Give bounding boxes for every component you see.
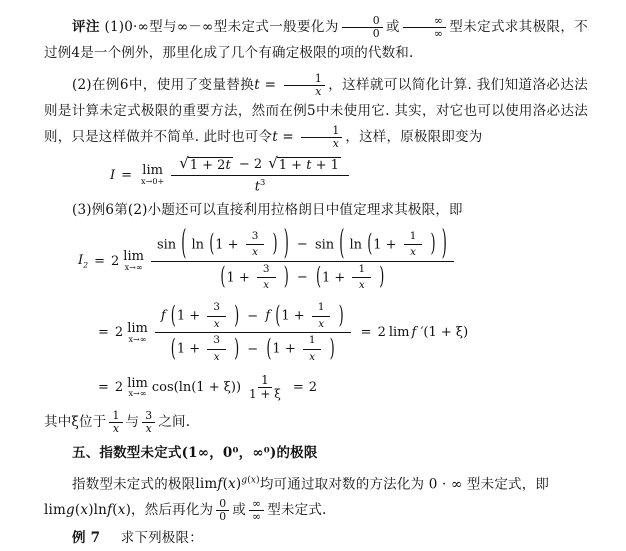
eq2-coefficient: 2 xyxy=(111,253,120,269)
eq2l3-fraction: $\frac{1}{1 + \xi}$ xyxy=(249,372,281,402)
note-label: 评注 xyxy=(72,19,100,35)
eq2l2-tail-arg: (1 + ξ) xyxy=(423,325,469,341)
example-text: 求下列极限： xyxy=(120,530,203,547)
frac-0-over-0-b: $\frac{0}{0}$ xyxy=(216,498,229,523)
eq2l2-coefficient: 2 xyxy=(114,325,124,341)
frac-inf-over-inf: $\frac{\infty}{\infty}$ xyxy=(403,15,446,40)
eq2l3-equals: = xyxy=(98,380,109,396)
eq1-limit: lim x→0+ xyxy=(141,163,165,186)
equation-2-line-2 xyxy=(98,302,626,364)
eq2l2-tail-equals: = xyxy=(360,325,372,341)
eq2l2-tail-f: f ′ xyxy=(411,325,424,341)
eq2-equals: = xyxy=(94,253,106,269)
eq2-lhs: $I_2$ xyxy=(78,253,89,270)
eq2-numerator: sin ( ln (1 + $\frac{3}{x}$ ) ) − sin ( ln (1 + $\frac{1}{x}$ ) ) xyxy=(151,231,454,262)
frac-1-over-x-c: $\frac{1}{x}$ xyxy=(109,410,122,435)
frac-inf-over-inf-b: $\frac{\infty}{\infty}$ xyxy=(249,498,264,523)
frac-1-over-x-b: $\frac{1}{x}$ xyxy=(301,125,342,150)
example-line xyxy=(44,525,588,551)
paragraph-note-3: (3)例6第(2)小题还可以直接利用拉格朗日中值定理求其极限，即 xyxy=(72,201,463,218)
section-heading: 五、指数型未定式(1∞，0⁰，∞⁰)的极限 xyxy=(72,444,318,461)
eq1-numerator: √ 1 + 2t − 2 √ 1 + t + 1 xyxy=(171,156,349,176)
section-body: 指数型未定式的极限$\lim f(x)^{g(x)}$均可通过取对数的方法化为 0 · ∞ 型未定式，即 xyxy=(72,475,550,493)
frac-3-over-x-c: $\frac{3}{x}$ xyxy=(142,410,155,435)
eq1-lhs: I xyxy=(110,167,116,183)
paragraph-note-2: (2)在例6中，使用了变量替换t = $\frac{1}{x}$ ，这样就可以简化计算. 我们知道洛必达法则是计算未定式极限的重要方法，然而在例5中未使用它. 其实，对它也可以使用洛必达法则，只是这样做并不简单. 此时也可令t = $\frac{1}{x}$ ，这样，原极限即变为 xyxy=(44,72,588,151)
eq2l3-limit: lim x→∞ xyxy=(127,375,148,399)
sqrt-1-plus-2t: √ 1 + 2t xyxy=(179,154,231,174)
frac-1-over-x-a: $\frac{1}{x}$ xyxy=(284,73,325,98)
eq2l2-fraction: f (1 + $\frac{3}{x}$ ) − f (1 + $\frac{1}{x}$ ) (1 + $\frac{3}{x}$ ) − (1 + $\frac{1}{x}$ ) xyxy=(155,302,351,364)
eq1-denominator: $t^3$ xyxy=(254,178,266,195)
eq2-fraction xyxy=(151,225,454,293)
eq2l2-tail-lim: lim xyxy=(388,325,410,341)
equation-1 xyxy=(110,156,626,194)
sqrt-1-plus-t-plus-1: √ 1 + t + 1 xyxy=(268,154,339,174)
paragraph-note-4: 其中ξ位于 $\frac{1}{x}$ 与 $\frac{3}{x}$ 之间. xyxy=(44,409,191,436)
eq1-fraction xyxy=(171,156,349,194)
eq2-denominator: (1 + $\frac{3}{x}$ ) − (1 + $\frac{1}{x}$ ) xyxy=(220,262,385,293)
eq2l2-limit: lim x→∞ xyxy=(127,320,148,344)
eq2l3-result: 2 xyxy=(308,380,318,396)
frac-0-over-0: $\frac{0}{0}$ xyxy=(342,15,383,40)
document-page xyxy=(0,13,626,547)
section-body-cont: limg(x)lnf(x)，然后再化为 $\frac{0}{0}$ 或 $\frac{\infty}{\infty}$ 型未定式. xyxy=(44,496,327,524)
eq1-equals: = xyxy=(121,167,133,183)
eq2l2-tail-coefficient: 2 xyxy=(377,325,386,341)
eq2l3-cos: cos(ln(1 + ξ)) xyxy=(151,380,242,396)
note-1-text: (1)0·∞型与∞－∞型未定式一般要化为 $\frac{0}{0}$ 或 $\frac{\infty}{\infty}$ 型未定式求其极限，不过例4是一个例外，那里化成了几个有确定极限的项的代数和. xyxy=(44,13,589,62)
eq2l3-result-equals: = xyxy=(292,380,304,396)
eq2l3-coefficient: 2 xyxy=(114,380,124,396)
paragraph-note-1 xyxy=(44,14,588,66)
equation-2-line-1 xyxy=(78,225,626,293)
equation-2-line-3 xyxy=(98,374,626,402)
example-label: 例 7 xyxy=(72,530,101,547)
eq2l2-equals: = xyxy=(98,325,109,341)
eq2-limit: lim x→∞ xyxy=(123,249,144,272)
